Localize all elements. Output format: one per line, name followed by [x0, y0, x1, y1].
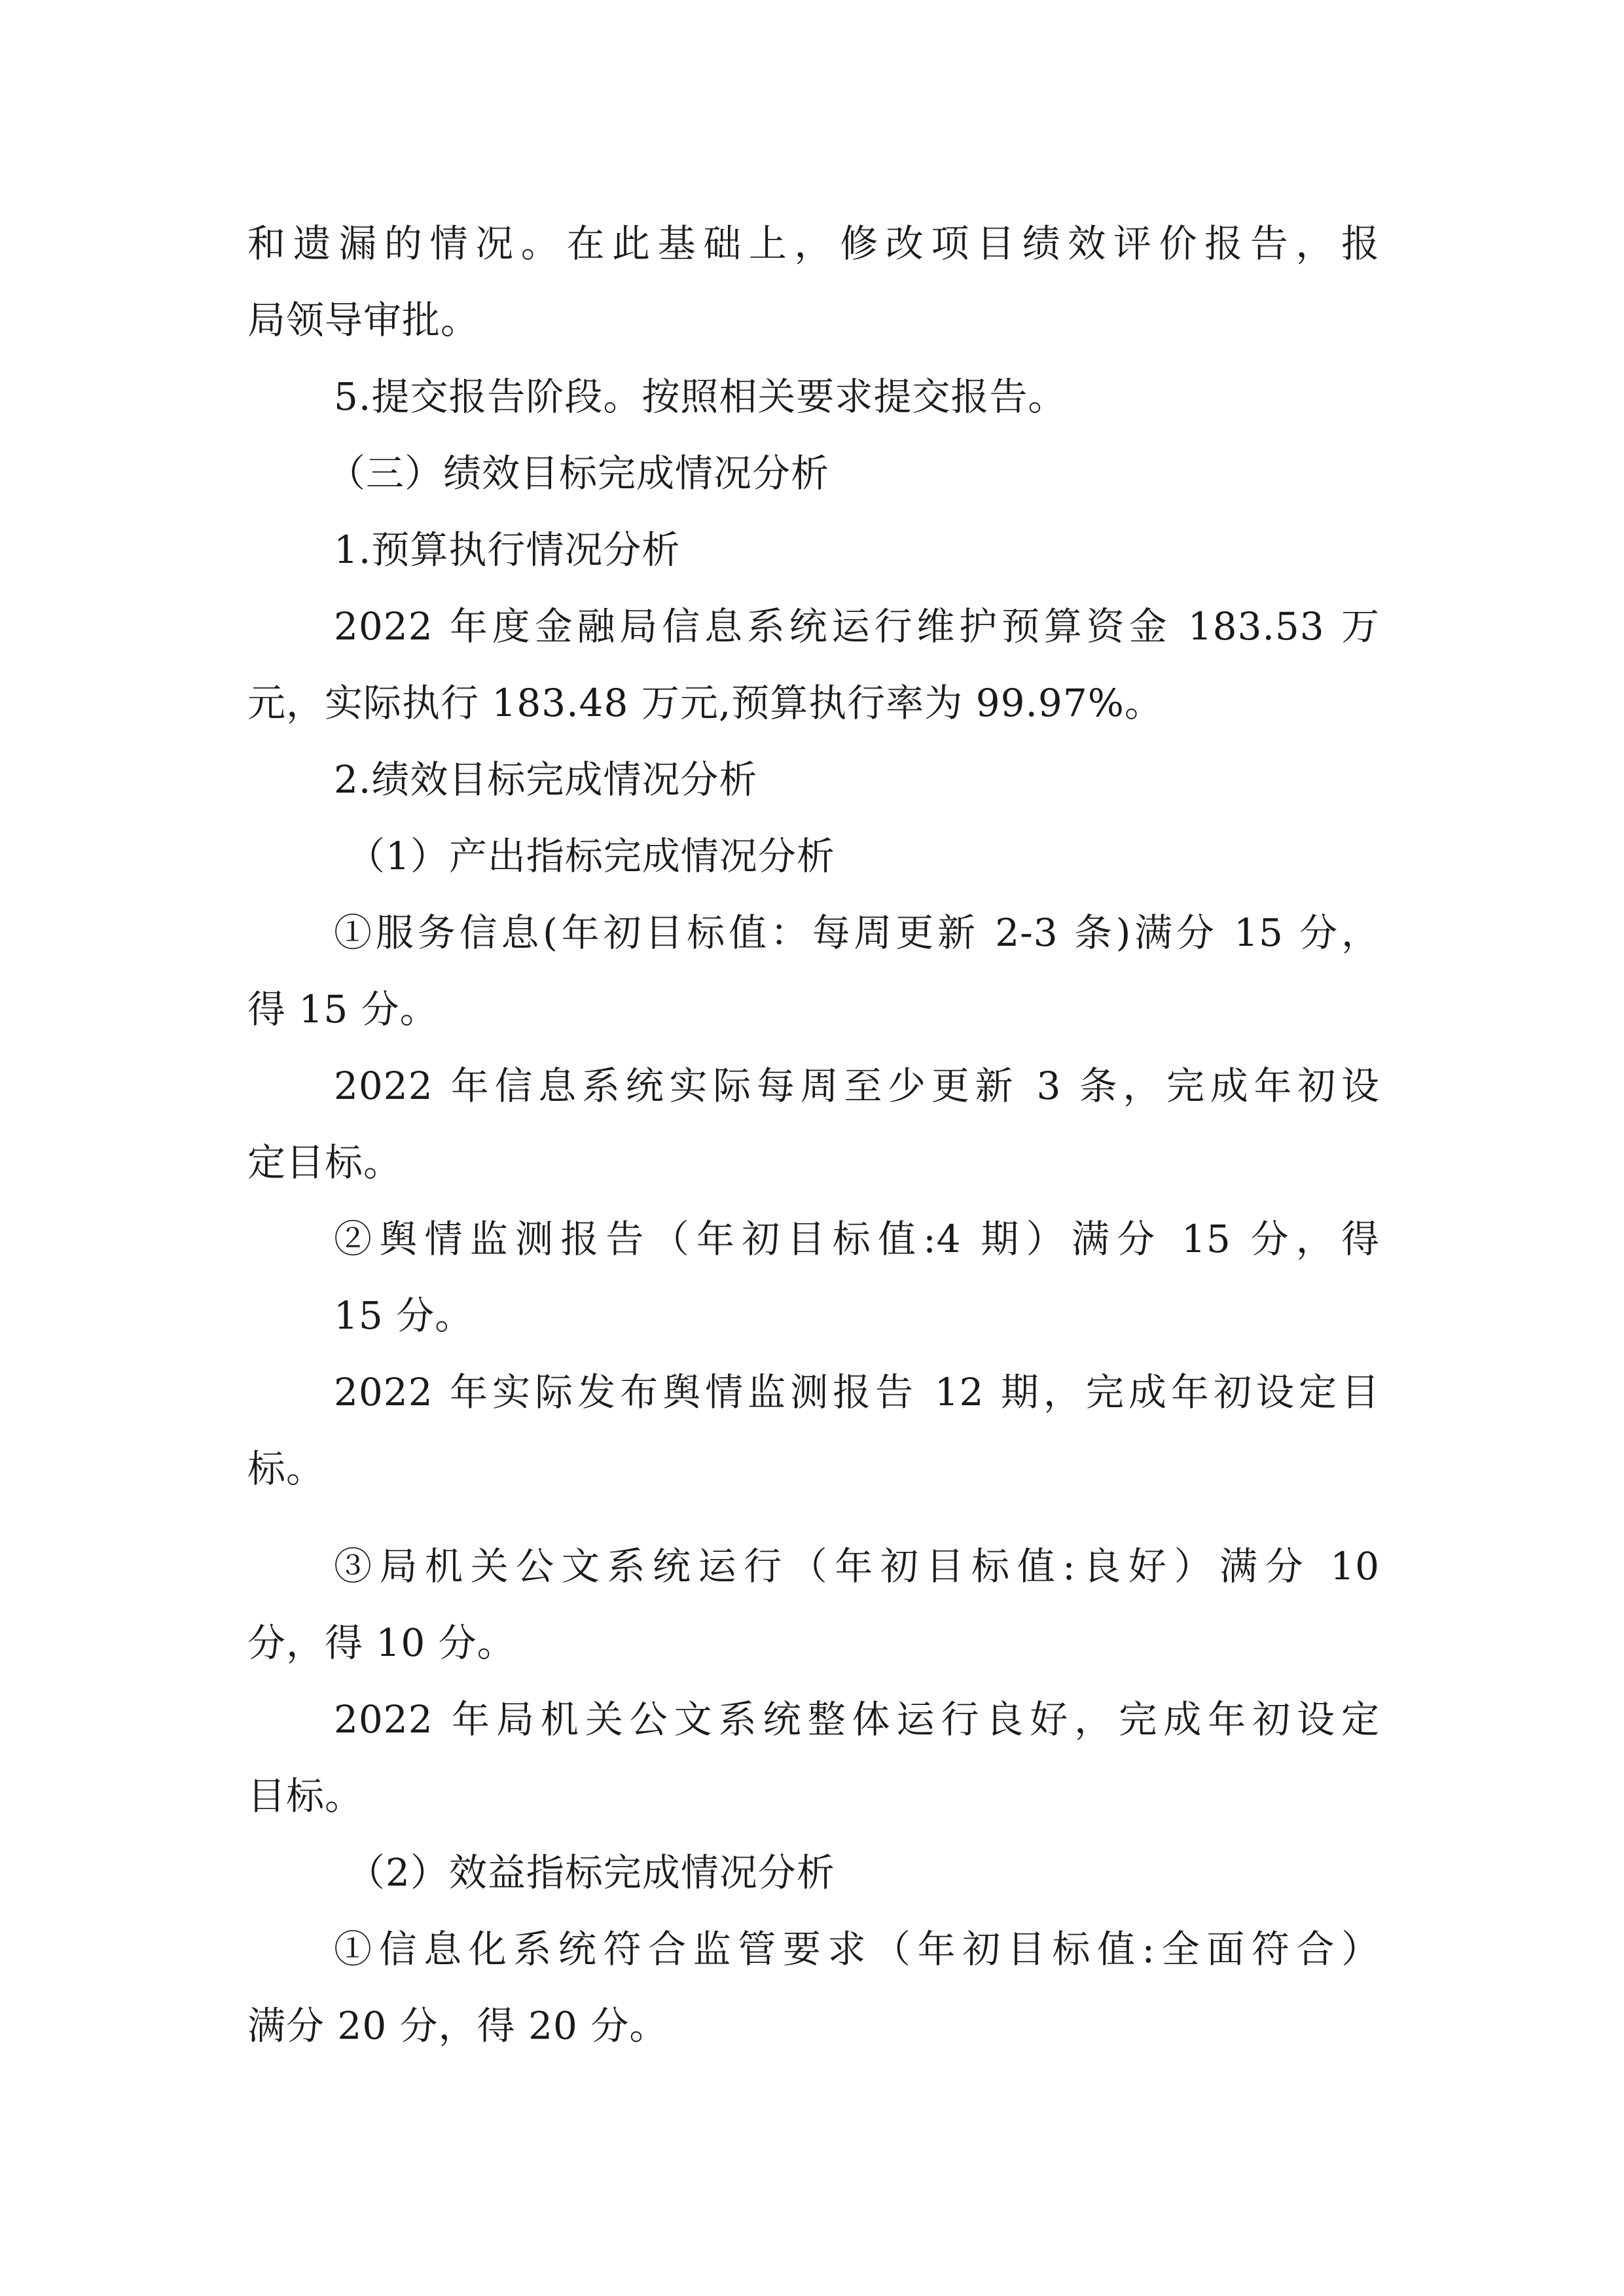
text-line: ③局机关公文系统运行（年初目标值:良好）满分 10 — [334, 1544, 1380, 1588]
text-line: 和遗漏的情况。在此基础上，修改项目绩效评价报告，报 — [247, 221, 1380, 266]
text-line: 得 15 分。 — [247, 987, 439, 1031]
section-heading: （三）绩效目标完成情况分析 — [327, 451, 830, 495]
text-line: 2022 年度金融局信息系统运行维护预算资金 183.53 万 — [334, 604, 1380, 649]
text-line: 局领导审批。 — [247, 298, 480, 342]
text-line: ①服务信息(年初目标值：每周更新 2-3 条)满分 15 分， — [334, 910, 1380, 955]
subsection-heading: （2）效益指标完成情况分析 — [347, 1850, 835, 1895]
text-line: 定目标。 — [247, 1140, 403, 1185]
text-line: 2022 年实际发布舆情监测报告 12 期，完成年初设定目 — [334, 1370, 1380, 1414]
text-line: 满分 20 分，得 20 分。 — [247, 2003, 668, 2048]
text-line: 2022 年局机关公文系统整体运行良好，完成年初设定 — [334, 1697, 1380, 1742]
subsection-heading: （1）产出指标完成情况分析 — [347, 834, 835, 878]
text-line: ②舆情监测报告（年初目标值:4 期）满分 15 分，得 — [334, 1217, 1380, 1261]
text-line: 目标。 — [247, 1774, 364, 1818]
text-line: ①信息化系统符合监管要求（年初目标值:全面符合） — [334, 1927, 1380, 1971]
text-line: 元，实际执行 183.48 万元,预算执行率为 99.97%。 — [247, 681, 1163, 725]
text-line: 15 分。 — [334, 1293, 474, 1338]
text-line: 5.提交报告阶段。按照相关要求提交报告。 — [334, 374, 1067, 419]
text-line: 2022 年信息系统实际每周至少更新 3 条，完成年初设 — [334, 1064, 1380, 1108]
text-line: 分，得 10 分。 — [247, 1621, 516, 1665]
subsection-heading: 2.绩效目标完成情况分析 — [334, 757, 758, 802]
text-line: 标。 — [247, 1446, 325, 1491]
subsection-heading: 1.预算执行情况分析 — [334, 528, 681, 572]
